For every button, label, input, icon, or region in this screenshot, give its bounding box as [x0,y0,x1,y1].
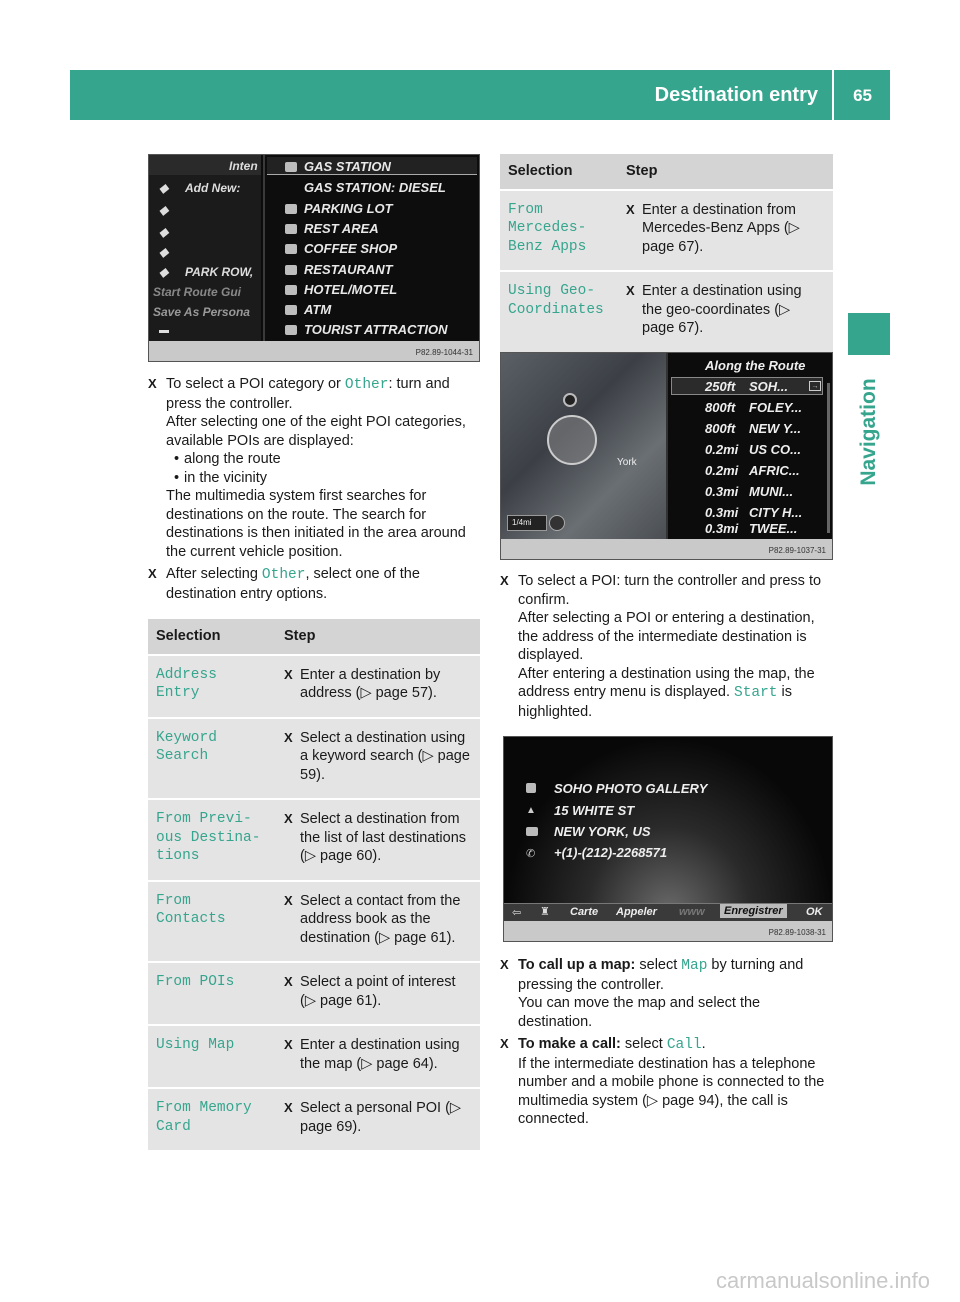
left-menu-title: Inten [229,159,258,173]
arrow-icon: X [500,573,509,588]
poi-highlight [671,377,823,395]
back-icon: ▬ [159,325,169,336]
step-cell [276,880,480,962]
poi-category-item: HOTEL/MOTEL [304,282,398,297]
header-divider [832,70,834,120]
right-text-block-2 [500,956,836,1133]
step-text: Select a personal POI (▷ page 69). [300,1100,462,1135]
address-line: 15 WHITE ST [554,803,635,818]
instruction-text: : turn and press the controller. [166,376,450,412]
instruction-heading: To call up a map: [518,957,636,973]
instruction-text: After selecting one of the eight POI categories, available POIs are displayed: [166,414,466,449]
arrow-icon: X [284,1037,293,1052]
map-label: York [617,457,637,468]
step-cell [276,1024,480,1087]
table-row [148,1024,480,1087]
poi-category-item: REST AREA [304,221,379,236]
column-header-step: Step [276,619,480,654]
poi-category-item: PARKING LOT [304,201,393,216]
instruction-paragraph [148,375,482,561]
camera-icon [285,325,297,335]
code-start: Start [734,685,778,701]
left-menu-item-label: PARK ROW, [185,265,254,279]
poi-distance: 800ft [705,400,736,415]
poi-name: CITY H... [749,505,803,520]
map-along-route-screenshot [500,352,833,560]
left-menu-item: ◆ [159,225,169,239]
table-row [500,270,833,352]
image-id: P82.89-1038-31 [768,928,826,937]
section-title: Destination entry [654,84,818,106]
step-text: Enter a destination from Mercedes-Benz Apps (▷ page 67). [642,201,800,255]
column-header-selection: Selection [500,154,618,189]
address-line: NEW YORK, US [554,824,651,839]
arrow-icon: X [500,1036,509,1051]
side-tab-marker [848,313,890,355]
step-cell [276,654,480,717]
coffee-icon [285,244,297,254]
destination-options-table-continued [500,154,833,352]
poi-name: SOH... [749,379,789,394]
arrow-icon: X [284,729,293,745]
poi-name: NEW Y... [749,421,802,436]
table-row [148,880,480,962]
step-text: Enter a destination using the map (▷ page 64). [300,1037,460,1072]
route-icon: → [809,381,821,391]
menu-save-button[interactable]: Enregistrer [720,904,787,918]
arrow-icon: X [500,957,509,972]
poi-distance: 0.2mi [705,442,739,457]
fuel-icon [285,162,297,172]
selection-cell: From Contacts [148,880,276,962]
image-footer [504,921,832,941]
code-call: Call [666,1037,702,1053]
menu-call-button[interactable]: Appeler [616,906,657,918]
poi-name: MUNI... [749,484,794,499]
step-text: Select a contact from the address book as the destination (▷ page 61). [300,892,461,946]
left-menu-item: ◆ [159,245,169,259]
step-text: Enter a destination using the geo-coordinates (▷ page 67). [642,283,802,336]
parking-icon [285,204,297,214]
arrow-icon: X [284,811,293,826]
image-footer [149,341,479,361]
step-cell [276,798,480,880]
poi-category-item: GAS STATION [304,159,391,174]
selection-cell: From Mercedes- Benz Apps [500,189,618,271]
arrow-icon: X [284,892,293,908]
poi-category-item: COFFEE SHOP [304,241,398,256]
table-row [148,961,480,1024]
column-header-selection: Selection [148,619,276,654]
poi-distance: 0.2mi [705,463,739,478]
selection-cell: From Memory Card [148,1087,276,1150]
selection-cell: From POIs [148,961,276,1024]
poi-category-item: ATM [304,302,332,317]
instruction-text: After selecting [166,566,262,582]
instruction-heading: To make a call: [518,1036,621,1052]
instruction-text: If the intermediate destination has a telephone number and a mobile phone is connected to the multimedia system (▷ page 94), the call is connected. [518,1055,825,1127]
compass-icon[interactable] [549,515,565,531]
selection-cell: Using Map [148,1024,276,1087]
menu-map-button[interactable]: Carte [570,906,599,918]
code-other: Other [261,567,306,583]
instruction-paragraph [500,572,836,721]
image-id: P82.89-1044-31 [415,348,473,357]
table-header-row [500,154,833,189]
left-menu-item: ◆ [159,181,169,195]
camera-icon [526,783,536,793]
map-scale-text: 1/4mi [512,518,532,527]
panel-title: Along the Route [705,358,806,373]
table-row [148,717,480,799]
step-cell [276,717,480,799]
phone-icon: ✆ [526,848,536,860]
step-cell [276,961,480,1024]
step-cell [618,270,833,352]
instruction-text: The multimedia system first searches for destinations on the route. The search for destinations is then initiated in the area around the current vehicle position. [166,488,466,560]
instruction-text: is highlighted. [518,684,793,720]
back-icon[interactable]: ⇦ [512,907,522,919]
left-menu-item-label: Add New: [185,181,241,195]
instruction-text: You can move the map and select the destination. [518,995,761,1030]
bullet-item: • in the vicinity [174,469,482,488]
poi-name: AFRIC... [749,463,800,478]
restaurant-icon [285,265,297,275]
selection-cell: Using Geo- Coordinates [500,270,618,352]
arrow-icon: X [284,666,293,682]
arrow-icon: X [148,376,157,391]
arrow-icon: X [284,974,293,989]
location-circle [547,415,597,465]
address-line: SOHO PHOTO GALLERY [554,781,708,796]
instruction-paragraph [500,1035,836,1129]
table-row [148,798,480,880]
poi-category-screenshot [148,154,480,362]
poi-distance: 0.3mi [705,521,739,536]
map-marker-icon [563,393,577,407]
poi-name: US CO... [749,442,802,457]
map-scale [507,515,547,531]
address-line: +(1)-(212)-2268571 [554,845,668,860]
image-footer [501,539,832,559]
instruction-text: After entering a destination using the map, the address entry menu is displayed. [518,665,815,700]
poi-category-item: TOURIST ATTRACTION [304,322,448,337]
poi-category-item: RESTAURANT [304,262,393,277]
location-icon: ▲ [526,805,536,816]
column-header-step: Step [618,154,833,189]
left-menu-item: ◆ [159,265,169,279]
step-text: Select a destination using a keyword search (▷ page 59). [300,729,470,783]
arrow-icon: X [284,1100,293,1115]
arrow-icon: X [626,201,635,217]
watermark: carmanualsonline.info [715,1268,930,1293]
instruction-text: select [635,957,682,973]
left-text-block [148,375,482,607]
menu-www-button[interactable]: www [679,906,705,918]
poi-distance: 0.3mi [705,505,739,520]
image-id: P82.89-1037-31 [768,546,826,555]
left-menu-item: ◆ [159,203,169,217]
instruction-text: After selecting a POI or entering a destination, the address of the intermediate destination is displayed. [518,610,815,663]
selection-cell: From Previ‐ ous Destina‐ tions [148,798,276,880]
instruction-text: select [620,1036,667,1052]
chapter-label: Navigation [857,378,880,486]
selection-cell: Address Entry [148,654,276,717]
table-row [148,1087,480,1150]
poi-distance: 800ft [705,421,736,436]
instruction-text: . [701,1036,706,1052]
poi-category-item: GAS STATION: DIESEL [304,180,446,195]
instruction-paragraph [500,956,836,1031]
selection-cell: Keyword Search [148,717,276,799]
scrollbar[interactable] [827,383,830,533]
poi-distance: 250ft [705,379,736,394]
code-other: Other [344,377,389,393]
instruction-text: , select one of the destination entry options. [166,566,420,602]
hotel-icon [285,285,297,295]
page-header [70,70,890,120]
left-menu-item-label: Start Route Gui [153,285,242,299]
instruction-text: To select a POI category or [166,376,345,392]
city-icon [526,827,538,836]
step-text: Select a point of interest (▷ page 61). [300,974,456,1009]
poi-name: TWEE... [749,521,798,536]
poi-name: FOLEY... [749,400,802,415]
page-number: 65 [853,86,872,105]
code-map: Map [681,958,708,974]
instruction-text: To select a POI: turn the controller and press to confirm. [518,573,822,608]
instruction-paragraph [148,565,482,603]
arrow-icon: X [148,566,157,581]
address-detail-screenshot [503,736,833,942]
instruction-text: by turning and pressing the controller. [518,957,804,993]
table-row [148,654,480,717]
bullet-item: • along the route [174,450,482,469]
rest-area-icon [285,224,297,234]
step-cell [276,1087,480,1150]
left-menu-item-label: Save As Persona [153,305,250,319]
step-cell [618,189,833,271]
step-text: Enter a destination by address (▷ page 57). [300,666,441,701]
navigation-icon[interactable]: ♜ [540,906,550,918]
menu-ok-button[interactable]: OK [806,906,823,918]
table-row [500,189,833,271]
atm-icon [285,305,297,315]
arrow-icon: X [626,283,635,298]
poi-distance: 0.3mi [705,484,739,499]
step-text: Select a destination from the list of last destinations (▷ page 60). [300,811,467,864]
right-text-block [500,572,836,725]
destination-options-table [148,619,480,1150]
table-header-row [148,619,480,654]
